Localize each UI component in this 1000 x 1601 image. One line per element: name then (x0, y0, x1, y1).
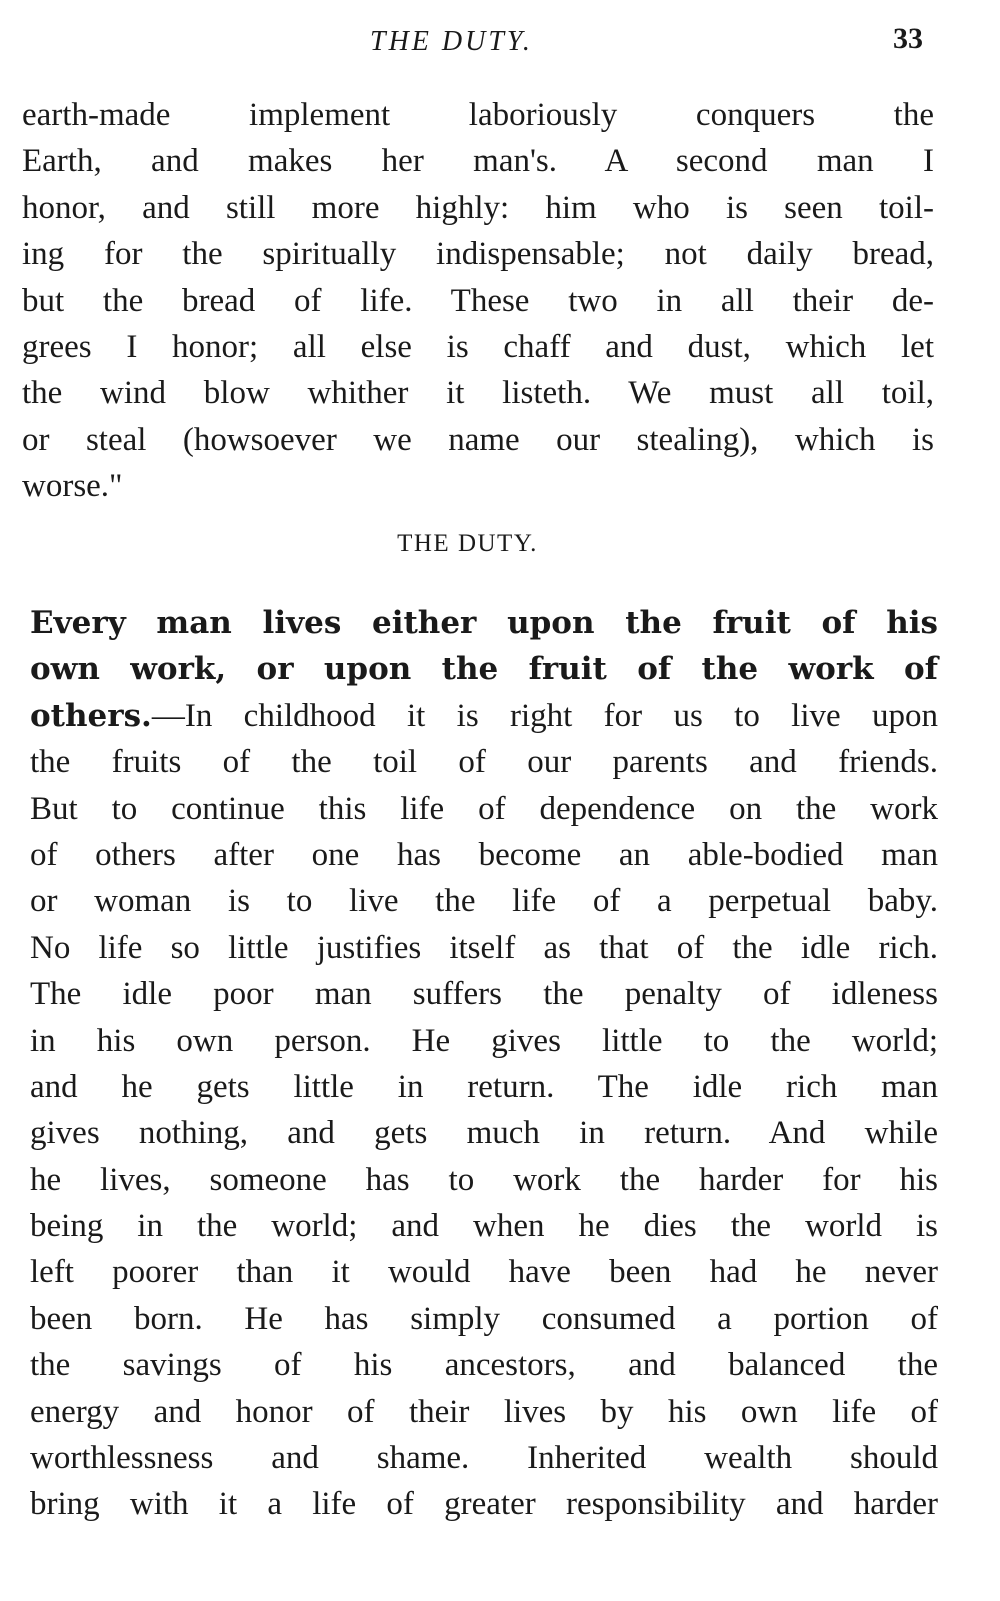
text-line: earth-made implement laboriously conquers the (22, 97, 934, 133)
lead-line (30, 693, 938, 739)
text-line: or woman is to live the life of a perpetual baby. (30, 883, 938, 920)
text-line: he lives, someone has to work the harder for his (30, 1161, 938, 1198)
text-line: honor, and still more highly: him who is seen toil- (22, 189, 934, 226)
text-line: the fruits of the toil of our parents and friends. (30, 744, 938, 781)
text-line: ing for the spiritually indispensable; not daily bread, (22, 236, 934, 273)
text-line: worse." (22, 468, 123, 505)
text-line: No life so little justifies itself as that of the idle rich. (30, 929, 938, 966)
text-line: worthlessness and shame. Inherited wealth should (30, 1440, 938, 1477)
running-title: THE DUTY. (370, 26, 533, 57)
text-line: of others after one has become an able-bodied man (30, 836, 938, 873)
paragraph-continuation (22, 92, 934, 510)
page-number: 33 (893, 22, 923, 55)
text-line: the wind blow whither it listeth. We must all toil, (22, 375, 934, 412)
text-line: been born. He has simply consumed a portion of (30, 1300, 938, 1337)
section-heading: THE DUTY. (397, 530, 538, 557)
text-line: gives nothing, and gets much in return. And while (30, 1115, 938, 1152)
bold-line: own work, or upon the fruit of the work of (30, 651, 938, 688)
paragraph-the-duty (30, 600, 938, 1528)
bold-lead: others. (30, 697, 152, 734)
text-line: left poorer than it would have been had he never (30, 1254, 938, 1291)
text-line: in his own person. He gives little to the world; (30, 1022, 938, 1059)
text-line: the savings of his ancestors, and balanced the (30, 1347, 938, 1384)
text-line: But to continue this life of dependence on the work (30, 790, 938, 827)
text-line: Earth, and makes her man's. A second man I (22, 143, 934, 180)
text-line: energy and honor of their lives by his own life of (30, 1393, 938, 1430)
text-line: or steal (howsoever we name our stealing), which is (22, 421, 934, 458)
text-line: and he gets little in return. The idle rich man (30, 1068, 938, 1105)
text-line: but the bread of life. These two in all their de- (22, 282, 934, 319)
running-header (0, 22, 1000, 62)
text-line: grees I honor; all else is chaff and dust, which let (22, 328, 934, 365)
lead-rest: —In childhood it is right for us to live upon (151, 697, 938, 734)
text-line: The idle poor man suffers the penalty of idleness (30, 976, 938, 1013)
text-line: bring with it a life of greater responsibility and harder (30, 1486, 938, 1523)
text-line: being in the world; and when he dies the world is (30, 1208, 938, 1245)
bold-line: Every man lives either upon the fruit of his (30, 605, 938, 641)
